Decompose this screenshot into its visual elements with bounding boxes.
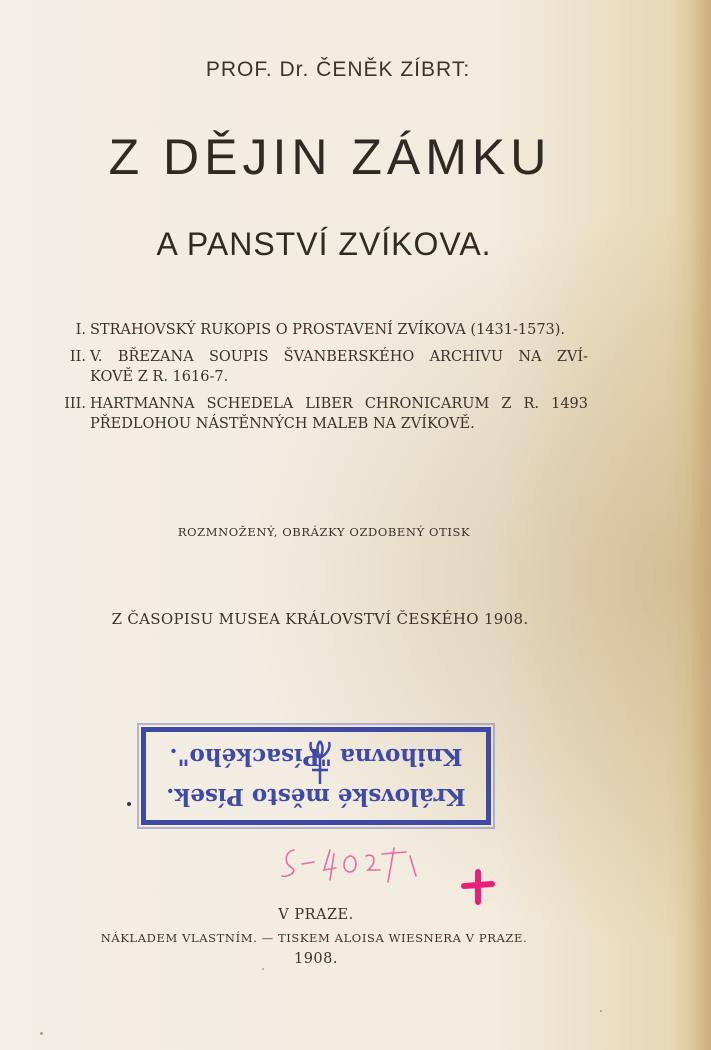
contents-list [60,320,588,441]
imprint-place: V PRAZE. [278,907,354,923]
contents-item-number: II. [69,349,86,365]
source-note: Z ČASOPISU MUSEA KRÁLOVSTVÍ ČESKÉHO 1908. [111,610,529,628]
paper-speck [262,968,264,970]
contents-item-number: III. [64,396,86,412]
stamp-line-1: Královské město Písek. [166,783,466,810]
reprint-note: ROZMNOŽENÝ, OBRÁZKY OZDOBENÝ OTISK [177,525,471,539]
contents-item [60,347,588,387]
library-stamp [141,727,491,825]
imprint-publisher: NÁKLADEM VLASTNÍM. — TISKEM ALOISA WIESNERA V PRAZE. [100,931,528,945]
book-title: Z DĚJIN ZÁMKU [108,129,552,185]
paper-speck [600,1010,602,1012]
contents-item-text: PŘEDLOHOU NÁSTĚNNÝCH MALEB NA ZVÍKOVĚ. [90,416,475,432]
contents-item-text: HARTMANNA SCHEDELA LIBER CHRONICARUM Z R. 1493 [90,396,588,412]
book-subtitle: A PANSTVÍ ZVÍKOVA. [156,226,492,262]
stamp-line-2: Knihovna "Písackého". [169,743,463,770]
imprint-year: 1908. [293,951,338,967]
contents-item [60,394,588,434]
page-edge-shadow [689,0,711,1050]
handwritten-shelfmark [278,842,428,887]
contents-item [60,320,588,340]
contents-item-text: V. BŘEZANA SOUPIS ŠVANBERSKÉHO ARCHIVU NA ZVÍ- [90,349,588,365]
contents-item-text: KOVĚ Z R. 1616-7. [90,369,229,385]
paper-speck [40,1032,43,1035]
ink-dot [127,802,131,806]
stamp-emblem-icon [303,740,337,786]
author-line: PROF. Dr. ČENĚK ZÍBRT: [205,58,471,81]
contents-item-number: I. [75,322,86,338]
contents-item-text: STRAHOVSKÝ RUKOPIS O PROSTAVENÍ ZVÍKOVA (1431-1573). [90,322,566,338]
red-cross-mark [458,866,498,906]
